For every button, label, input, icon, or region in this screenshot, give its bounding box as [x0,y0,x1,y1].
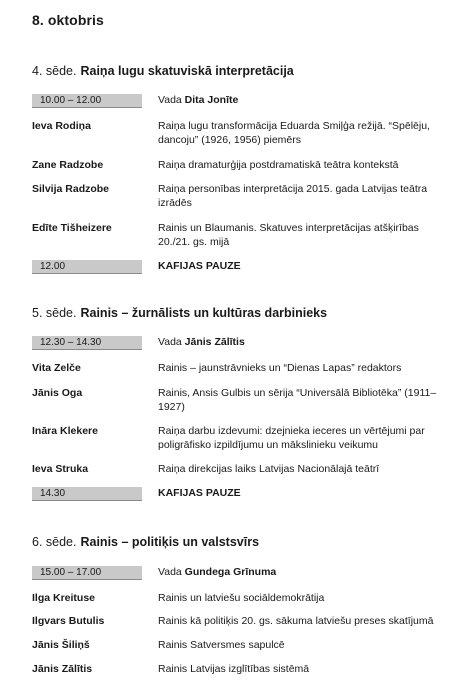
speaker-name: Vita Zelče [32,362,81,374]
chair-name: Jānis Zālītis [184,336,245,348]
speaker-name: Ilgvars Butulis [32,615,105,627]
pause-label: KAFIJAS PAUZE [158,260,241,272]
talk-topic: Raiņa darbu izdevumi: dzejnieka ieceres un vērtējumi par poligrāfisko izpildījumu un mākslinieku veikumu [158,425,425,451]
session-number: 5. sēde. [32,306,77,320]
session-5-heading [32,306,327,320]
time-range: 12.30 – 14.30 [40,337,102,348]
talk-topic: Raiņa personības interpretācija 2015. gada Latvijas teātra izrādēs [158,183,428,209]
speaker-name: Jānis Šiliņš [32,639,90,651]
time-bar [32,566,142,580]
time-range: 15.00 – 17.00 [40,567,102,578]
session-5-chair-row [32,336,444,350]
speaker-name: Ieva Rodiņa [32,120,91,132]
talk-topic: Rainis Latvijas izglītības sistēmā [158,663,310,675]
chair-line [158,336,245,349]
time-bar [32,260,142,274]
session-5-pause-row [32,487,444,501]
talk-topic: Rainis, Ansis Gulbis un sērija “Universālā Bibliotēka” (1911–1927) [158,387,437,413]
speaker-name: Ināra Klekere [32,425,98,437]
session-title: Rainis – žurnālists un kultūras darbinieks [80,306,328,320]
speaker-name: Silvija Radzobe [32,183,110,195]
pause-time: 12.00 [40,261,66,272]
chair-line [158,566,276,579]
speaker-name: Ilga Kreituse [32,592,96,604]
session-4-chair-row [32,94,444,108]
chair-name: Gundega Grīnuma [184,566,277,578]
day-title: 8. oktobris [32,12,104,28]
time-bar [32,336,142,350]
talk-topic: Raiņa dramaturģija postdramatiskā teātra kontekstā [158,159,399,171]
session-number: 4. sēde. [32,64,77,78]
talk-topic: Rainis un latviešu sociāldemokrātija [158,592,325,604]
session-title: Raiņa lugu skatuviskā interpretācija [80,64,294,78]
talk-topic: Rainis Satversmes sapulcē [158,639,285,651]
pause-time: 14.30 [40,488,66,499]
session-6-heading [32,535,259,549]
chair-line [158,94,238,107]
speaker-name: Jānis Zālītis [32,663,93,675]
session-title: Rainis – politiķis un valstsvīrs [80,535,260,549]
session-6-chair-row [32,566,444,580]
speaker-name: Ieva Struka [32,463,89,475]
pause-label: KAFIJAS PAUZE [158,487,241,499]
chair-prefix: Vada [158,566,182,578]
talk-topic: Rainis – jaunstrāvnieks un “Dienas Lapas” redaktors [158,362,402,374]
time-bar [32,94,142,108]
chair-name: Dita Jonīte [184,94,239,106]
speaker-name: Edīte Tišheizere [32,222,112,234]
talk-topic: Raiņa lugu transformācija Eduarda Smiļģa režijā. “Spēlēju, dancoju” (1926, 1956) piemērs [158,120,430,146]
speaker-name: Jānis Oga [32,387,83,399]
session-4-pause-row [32,260,444,274]
talk-topic: Raiņa direkcijas laiks Latvijas Nacionālajā teātrī [158,463,380,475]
speaker-name: Zane Radzobe [32,159,104,171]
session-number: 6. sēde. [32,535,77,549]
chair-prefix: Vada [158,336,182,348]
chair-prefix: Vada [158,94,182,106]
talk-topic: Rainis un Blaumanis. Skatuves interpretācijas atšķirības 20./21. gs. mijā [158,222,419,248]
time-range: 10.00 – 12.00 [40,95,102,106]
session-4-heading [32,64,294,78]
talk-topic: Rainis kā politiķis 20. gs. sākuma latviešu preses skatījumā [158,615,434,627]
time-bar [32,487,142,501]
